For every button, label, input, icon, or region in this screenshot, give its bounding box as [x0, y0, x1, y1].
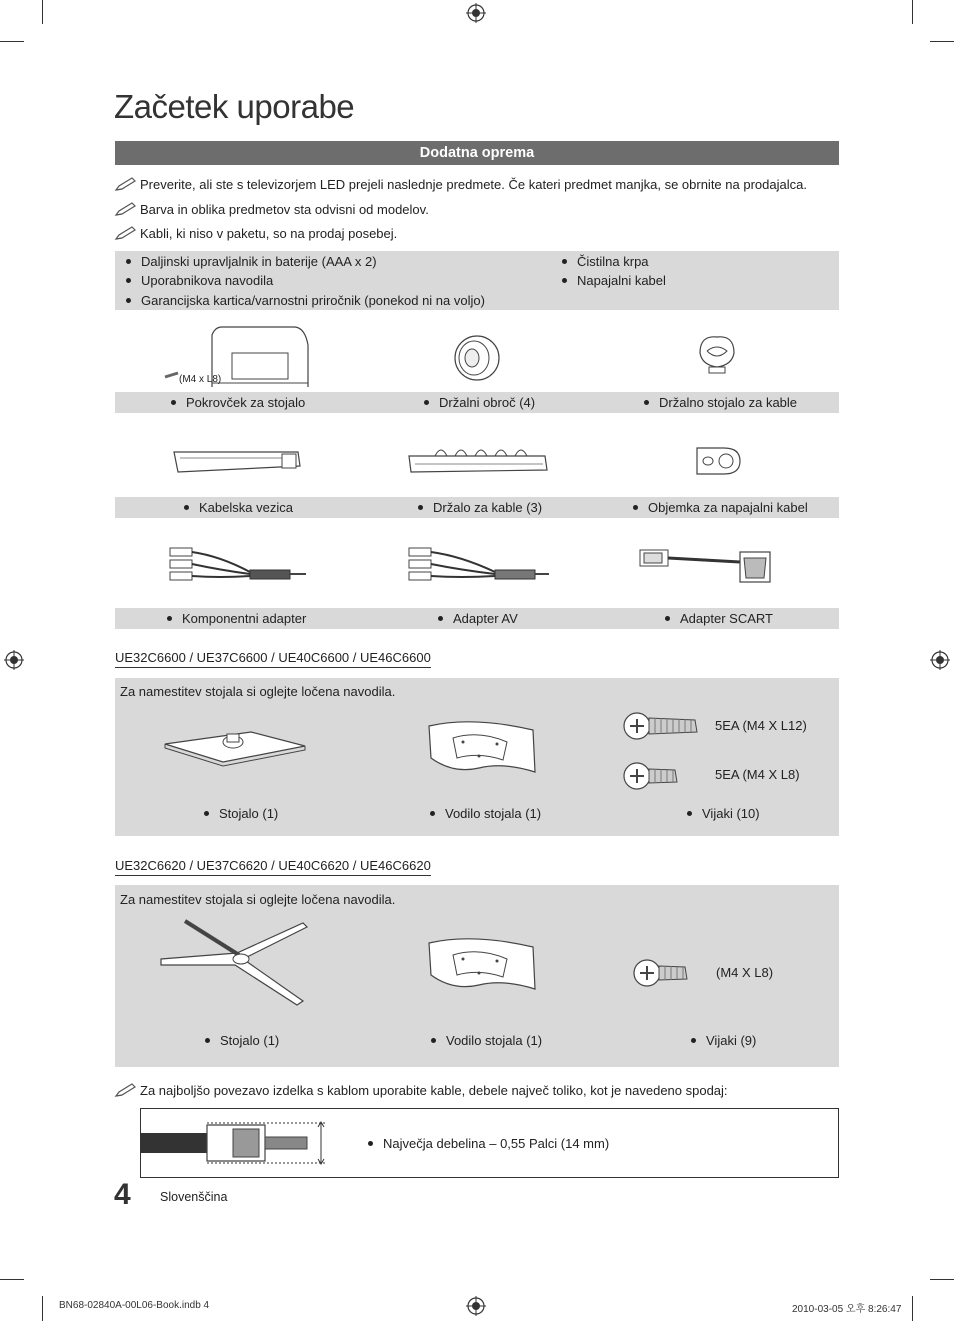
list-item: Čistilna krpa — [562, 254, 649, 269]
note-text: Kabli, ki niso v paketu, so na prodaj posebej. — [140, 225, 398, 241]
screw-l12-illustration — [623, 706, 701, 746]
list-item: Držalo za kable (3) — [418, 500, 542, 515]
cable-tie-illustration — [170, 448, 305, 476]
registration-mark-icon — [466, 3, 486, 23]
included-items-box — [115, 251, 839, 310]
stand-base-illustration — [163, 722, 308, 772]
scart-adapter-illustration — [636, 544, 776, 592]
list-item: Držalni obroč (4) — [424, 395, 535, 410]
list-item: Največja debelina – 0,55 Palci (14 mm) — [368, 1136, 609, 1151]
crop-mark — [0, 41, 24, 42]
list-item: Vijaki (9) — [691, 1033, 756, 1048]
screw-label: 5EA (M4 X L8) — [715, 767, 800, 782]
list-item: Pokrovček za stojalo — [171, 395, 305, 410]
crop-mark — [930, 1279, 954, 1280]
crop-mark — [42, 0, 43, 24]
screw-label: (M4 x L8) — [179, 374, 222, 385]
registration-mark-icon — [4, 650, 24, 670]
cable-thickness-box — [140, 1108, 839, 1178]
list-item: Objemka za napajalni kabel — [633, 500, 808, 515]
list-item: Komponentni adapter — [167, 611, 306, 626]
list-item: Uporabnikova navodila — [126, 273, 273, 288]
instruction-text: Za namestitev stojala si oglejte ločena navodila. — [120, 892, 396, 907]
screw-l8-illustration — [623, 756, 683, 796]
list-item: Daljinski upravljalnik in baterije (AAA x 2) — [126, 254, 377, 269]
crop-mark — [912, 1296, 913, 1321]
registration-mark-icon — [930, 650, 950, 670]
note-line — [115, 1082, 728, 1098]
list-item: Vodilo stojala (1) — [430, 806, 541, 821]
pencil-icon — [115, 225, 137, 241]
list-item: Napajalni kabel — [562, 273, 666, 288]
footer-file: BN68-02840A-00L06-Book.indb 4 — [59, 1300, 210, 1311]
stand-guide-illustration — [423, 716, 541, 778]
crop-mark — [930, 41, 954, 42]
power-cable-clamp-illustration — [694, 444, 744, 478]
screw-label: 5EA (M4 X L12) — [715, 718, 807, 733]
model-group-box — [115, 678, 839, 836]
section-header: Dodatna oprema — [115, 141, 839, 165]
model-heading: UE32C6620 / UE37C6620 / UE40C6620 / UE46C6620 — [115, 858, 431, 876]
note-text: Barva in oblika predmetov sta odvisni od modelov. — [140, 201, 429, 217]
registration-mark-icon — [466, 1296, 486, 1316]
page-number: 4 — [114, 1178, 131, 1211]
list-item: Kabelska vezica — [184, 500, 293, 515]
list-item: Stojalo (1) — [205, 1033, 279, 1048]
pencil-icon — [115, 201, 137, 217]
note-line — [115, 176, 807, 192]
crop-mark — [912, 0, 913, 24]
stand-guide-illustration — [423, 933, 541, 995]
crop-mark — [0, 1279, 24, 1280]
list-item: Garancijska kartica/varnostni priročnik (ponekod ni na voljo) — [126, 293, 485, 308]
note-text: Za najboljšo povezavo izdelka s kablom uporabite kable, debele največ toliko, kot je navedeno spodaj: — [140, 1082, 728, 1098]
av-adapter-illustration — [405, 542, 555, 590]
model-heading: UE32C6600 / UE37C6600 / UE40C6600 / UE46C6600 — [115, 650, 431, 668]
cable-holder-illustration — [405, 442, 550, 480]
holder-ring-illustration — [452, 333, 502, 383]
model-group-box — [115, 885, 839, 1067]
note-line — [115, 225, 397, 241]
pencil-icon — [115, 1082, 137, 1098]
language-label: Slovenščina — [160, 1190, 228, 1204]
crop-mark — [42, 1296, 43, 1321]
component-adapter-illustration — [160, 542, 310, 590]
pencil-icon — [115, 176, 137, 192]
accessory-label-row — [115, 608, 839, 629]
note-text: Preverite, ali ste s televizorjem LED prejeli naslednje predmete. Če kateri predmet manjka, se obrnite na prodajalca. — [140, 176, 807, 192]
screw-label: (M4 X L8) — [716, 965, 774, 980]
list-item: Držalno stojalo za kable — [644, 395, 797, 410]
star-stand-illustration — [157, 919, 307, 1011]
list-item: Stojalo (1) — [204, 806, 278, 821]
cable-stand-illustration — [692, 333, 742, 378]
list-item: Adapter SCART — [665, 611, 773, 626]
note-line — [115, 201, 429, 217]
list-item: Vijaki (10) — [687, 806, 760, 821]
footer-timestamp: 2010-03-05 오후 8:26:47 — [792, 1304, 902, 1315]
page-title: Začetek uporabe — [114, 88, 355, 125]
screw-illustration — [633, 953, 693, 993]
list-item: Adapter AV — [438, 611, 518, 626]
list-item: Vodilo stojala (1) — [431, 1033, 542, 1048]
instruction-text: Za namestitev stojala si oglejte ločena navodila. — [120, 684, 396, 699]
cable-connector-illustration — [141, 1119, 331, 1167]
accessory-label-row — [115, 497, 839, 518]
accessory-label-row — [115, 392, 839, 413]
